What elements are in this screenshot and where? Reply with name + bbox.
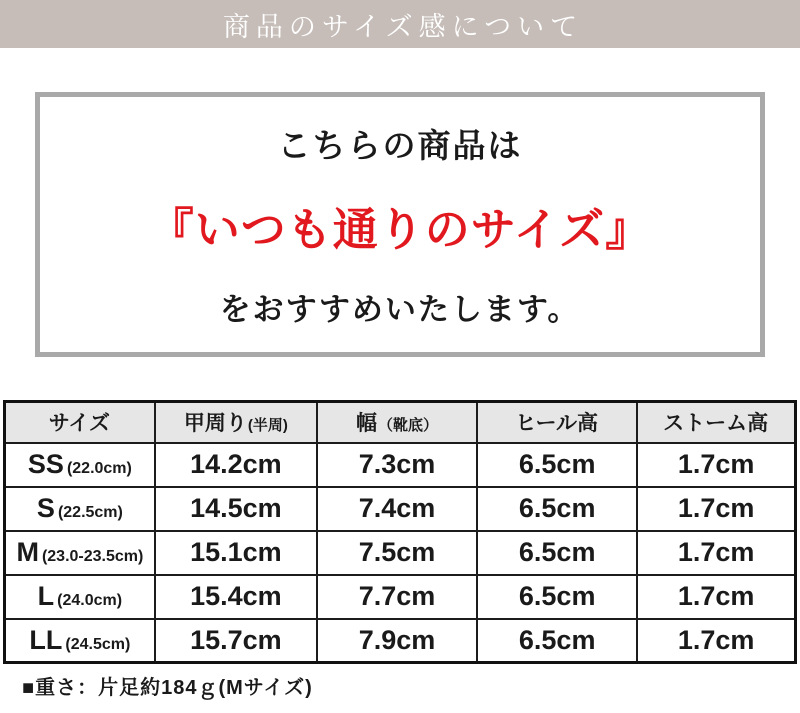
width-value: 7.9cm bbox=[317, 619, 477, 663]
girth-value: 14.2cm bbox=[155, 443, 317, 487]
girth-value: 15.7cm bbox=[155, 619, 317, 663]
size-label: M bbox=[16, 537, 39, 567]
size-label: LL bbox=[29, 624, 63, 655]
heel-height-value: 6.5cm bbox=[477, 575, 637, 619]
width-value: 7.4cm bbox=[317, 487, 477, 531]
column-header-width bbox=[317, 402, 477, 443]
size-label: SS bbox=[27, 449, 64, 479]
column-header-size bbox=[5, 402, 155, 443]
table-row-s bbox=[5, 487, 796, 531]
page-title: 商品のサイズ感について bbox=[222, 11, 584, 42]
page-header-bar bbox=[0, 0, 800, 48]
size-cell bbox=[5, 619, 155, 663]
weight-note: ■重さ：片足約184ｇ(Mサイズ) bbox=[22, 677, 313, 699]
girth-value: 15.1cm bbox=[155, 531, 317, 575]
column-header-heel-height bbox=[477, 402, 637, 443]
column-header-girth-sub: (半周) bbox=[247, 417, 288, 435]
size-cell bbox=[5, 575, 155, 619]
size-note: (22.5cm) bbox=[57, 504, 123, 521]
size-note: (24.5cm) bbox=[65, 635, 131, 653]
girth-value: 14.5cm bbox=[155, 487, 317, 531]
heel-height-value: 6.5cm bbox=[477, 443, 637, 487]
table-row-l bbox=[5, 575, 796, 619]
size-cell bbox=[5, 531, 155, 575]
column-header-storm-label: ストーム高 bbox=[663, 412, 769, 436]
table-row-ll bbox=[5, 619, 796, 663]
size-spec-table bbox=[3, 400, 797, 664]
size-recommendation-box bbox=[35, 92, 765, 357]
size-note: (22.0cm) bbox=[66, 460, 132, 477]
storm-height-value: 1.7cm bbox=[637, 619, 795, 663]
column-header-size-label: サイズ bbox=[48, 412, 111, 436]
recommendation-highlight-text: 『いつも通りのサイズ』 bbox=[148, 204, 652, 255]
table-row-m bbox=[5, 531, 796, 575]
heel-height-value: 6.5cm bbox=[477, 487, 637, 531]
storm-height-value: 1.7cm bbox=[637, 575, 795, 619]
column-header-storm-height bbox=[637, 402, 795, 443]
table-header-row bbox=[5, 402, 796, 443]
storm-height-value: 1.7cm bbox=[637, 487, 795, 531]
width-value: 7.3cm bbox=[317, 443, 477, 487]
storm-height-value: 1.7cm bbox=[637, 443, 795, 487]
width-value: 7.5cm bbox=[317, 531, 477, 575]
table-row-ss bbox=[5, 443, 796, 487]
size-label: S bbox=[36, 493, 55, 523]
size-cell bbox=[5, 443, 155, 487]
column-header-width-sub: （靴底） bbox=[378, 417, 439, 435]
column-header-girth bbox=[155, 402, 317, 443]
size-note: (23.0-23.5cm) bbox=[41, 548, 144, 565]
heel-height-value: 6.5cm bbox=[477, 531, 637, 575]
width-value: 7.7cm bbox=[317, 575, 477, 619]
recommendation-intro-text: こちらの商品は bbox=[277, 127, 523, 164]
recommendation-outro-text: をおすすめいたします。 bbox=[219, 292, 581, 327]
girth-value: 15.4cm bbox=[155, 575, 317, 619]
size-note: (24.0cm) bbox=[57, 592, 123, 609]
column-header-heel-label: ヒール高 bbox=[515, 412, 599, 436]
column-header-width-label: 幅 bbox=[356, 412, 377, 436]
size-label: L bbox=[37, 581, 55, 611]
size-cell bbox=[5, 487, 155, 531]
storm-height-value: 1.7cm bbox=[637, 531, 795, 575]
heel-height-value: 6.5cm bbox=[477, 619, 637, 663]
column-header-girth-label: 甲周り bbox=[183, 412, 247, 436]
